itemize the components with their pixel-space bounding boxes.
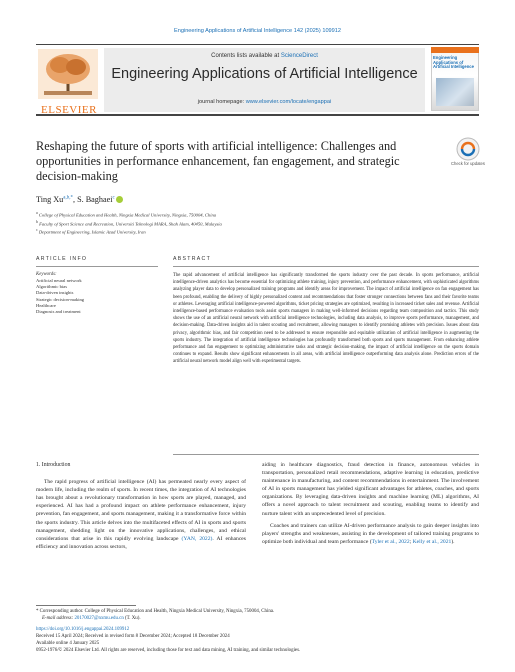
cover-band: [431, 47, 479, 53]
cover-image: [436, 78, 474, 106]
citation-link[interactable]: Kelly et al., 2021: [412, 538, 452, 545]
author-marks[interactable]: c: [112, 195, 115, 201]
journal-title: Engineering Applications of Artificial Intelligence: [111, 66, 418, 82]
email-link[interactable]: 20170027@nxmu.edu.cn: [74, 616, 124, 621]
affiliation-mark: c: [36, 228, 38, 233]
affiliation-text: Faculty of Sport Science and Recreation, Universiti Teknologi MARA, Shah Alam, 40450, Malaysia: [39, 221, 222, 227]
keyword: Diagnosis and treatment: [36, 309, 81, 315]
keyword: Algorithmic bias: [36, 284, 68, 290]
paragraph-tail: ).: [451, 538, 455, 545]
article-title: Reshaping the future of sports with artificial intelligence: Challenges and opportunities in performance enhancement, fan engagement, and strategic decision-making: [36, 139, 400, 183]
keyword: Artificial neural network: [36, 278, 82, 283]
affiliation: [36, 227, 476, 236]
author-separator: ,: [72, 195, 76, 204]
affiliation-mark: b: [36, 219, 38, 224]
article-info-rule: [36, 266, 158, 267]
paragraph: Coaches and trainers can utilize AI-driven performance analysis to gain deeper insights into players' strengths and weaknesses, assisting in the development of tailored training programs to optimize both individual and team performance (Tyler et al., 2022; Kelly et al., 2021).: [262, 522, 479, 545]
article-info-heading: ARTICLE INFO: [36, 256, 88, 262]
body-right-column: [262, 461, 479, 546]
author-marks[interactable]: a,b,*: [63, 195, 73, 201]
abstract-rule: [173, 266, 479, 267]
affiliation-mark: a: [36, 211, 38, 215]
keywords-label: Keywords:: [36, 272, 57, 277]
footnotes: [36, 608, 479, 654]
contents-prefix: Contents lists available at: [211, 53, 280, 59]
email-label: E-mail address:: [42, 616, 74, 621]
copyright-line: 0952-1976/© 2024 Elsevier Ltd. All rights are reserved, including those for text and data mining, AI training, and similar technologies.: [36, 648, 301, 653]
affiliation: [36, 219, 476, 228]
author-name[interactable]: S. Baghaei: [77, 195, 113, 204]
corresponding-author-note: * Corresponding author. College of Physical Education and Health, Ningxia Medical University, Ningxia, 750004, China.: [36, 609, 275, 614]
journal-citation[interactable]: Engineering Applications of Artificial Intelligence 142 (2025) 109912: [174, 28, 341, 34]
affiliation-text: Department of Engineering, Islamic Azad University, Iran: [38, 229, 146, 235]
journal-homepage-link[interactable]: www.elsevier.com/locate/engappai: [245, 99, 332, 105]
contents-line: [104, 53, 425, 59]
sciencedirect-link[interactable]: ScienceDirect: [280, 53, 318, 59]
citation-separator: ;: [409, 538, 412, 545]
body-left-column: [36, 461, 246, 551]
affiliation: [36, 210, 476, 219]
elsevier-wordmark: ELSEVIER: [41, 104, 97, 116]
check-for-updates-label[interactable]: Check for updates: [451, 161, 485, 166]
abstract-text: The rapid advancement of artificial intelligence has significantly transformed the sports industry over the past decade. In sports performance, artificial intelligence-driven analytics has become essential for optimizing athlete training, injury prevention, and performance enhancement, with sophisticated algorithms analyzing player data to develop personalized training programs and identify areas for improvement. The impact of artificial intelligence on fan engagement has been profound, enabling the delivery of highly personalized content and recommendations that foster stronger connections between fans and their favorite teams or athletes. Leveraging artificial intelligence-powered algorithms, ticket pricing strategies are optimized, resulting in increased ticket sales and revenue. Artificial intelligence-based performance evaluation tools assist sports managers in making well-informed decisions regarding team composition and tactics. This study shows the use of an artificial neural network with artificial intelligence technologies, including data analysis, to improve sports performance, management, and decision-making. Data-driven insights aid in talent scouting and recruitment, allowing managers to identify promising athletes with precision. Issues about data privacy, algorithmic bias, and fair competition need to be addressed to ensure responsible and equitable utilization of artificial intelligence in augmenting the sports industry. The integration of artificial intelligence technologies has profoundly transformed both sports and sports management. From enhancing athlete performance and fan engagement to optimizing administrative tasks and strategic decision-making, the impact of artificial intelligence on the sports domain continues to expand. Results show significant enhancements in all areas, with artificial intelligence outperforming data analysis alone. Prediction errors of the artificial neural network model align well with experimental targets.: [173, 273, 479, 365]
keyword: Healthcare: [36, 302, 56, 308]
doi-link[interactable]: https://doi.org/10.1016/j.engappai.2024.109912: [36, 627, 130, 632]
author-name[interactable]: Ting Xu: [36, 195, 64, 204]
citation-link[interactable]: (YAN, 2022): [181, 535, 213, 542]
paragraph-tail: . AI enhances efficiency and innovation across sectors,: [36, 535, 246, 550]
paragraph-continued: aiding in healthcare diagnostics, fraud detection in finance, autonomous vehicles in transportation, personalized retail recommendations, adaptive learning in education, predictive maintenance in manufacturing, and content recommendations in entertainment. The involvement of AI in sports management has yielded significant advantages for athletes, coaches, and sports organizations. By leveraging data-driven insights and machine learning (ML) algorithms, AI offers a novel approach to talent recruitment and scouting, enabling teams to identify and nurture talent with an unprecedented level of precision.: [262, 462, 479, 517]
orcid-icon[interactable]: [116, 196, 123, 203]
homepage-prefix: journal homepage:: [197, 99, 245, 105]
abstract-bottom-rule: [173, 454, 479, 455]
abstract-heading: ABSTRACT: [173, 256, 212, 262]
received-dates: Received 15 April 2024; Received in revised form 8 December 2024; Accepted 18 December 2024: [36, 634, 230, 639]
homepage-line: [104, 99, 425, 105]
footnote-rule: [36, 605, 136, 606]
section-heading-introduction: 1. Introduction: [36, 462, 71, 468]
intro-paragraph: [36, 478, 246, 551]
paragraph-text: Coaches and trainers can utilize AI-driven performance analysis to gain deeper insights into players' strengths and weaknesses, assisting in the development of tailored training programs to optimize both individual and team performance: [262, 522, 479, 545]
affiliation-text: College of Physical Education and Health, Ningxia Medical University, Ningxia, 750004, China: [38, 212, 217, 218]
keyword: Data-driven insights: [36, 290, 74, 296]
keyword: Strategic decision-making: [36, 296, 85, 302]
available-online: Available online 4 January 2025: [36, 641, 100, 646]
citation-link[interactable]: Tyler et al., 2022: [371, 538, 410, 545]
author-list: [36, 195, 123, 204]
cover-title: Engineering Applications of Artificial Intelligence: [433, 55, 474, 70]
email-suffix: (T. Xu).: [125, 616, 141, 621]
elsevier-tree-logo: [38, 49, 98, 111]
email-line: [36, 615, 479, 622]
paragraph-text: The rapid progress of artificial intelligence (AI) has permeated nearly every aspect of modern life, including the realm of sports. In recent times, the integration of AI technologies has brought about a revolutionary transformation in how sports are played, managed, and experienced. AI has had a profound impact on athlete performance enhancement, injury prevention, fan engagement, and sports management, making it a transformative force within the sports industry. This article delves into the multifaceted effects of AI in sports and sports management, shedding light on the innovative applications, challenges, and ethical considerations that arise in this rapidly evolving landscape: [36, 479, 246, 542]
affiliations: [36, 210, 476, 236]
keywords-block: [36, 272, 158, 315]
